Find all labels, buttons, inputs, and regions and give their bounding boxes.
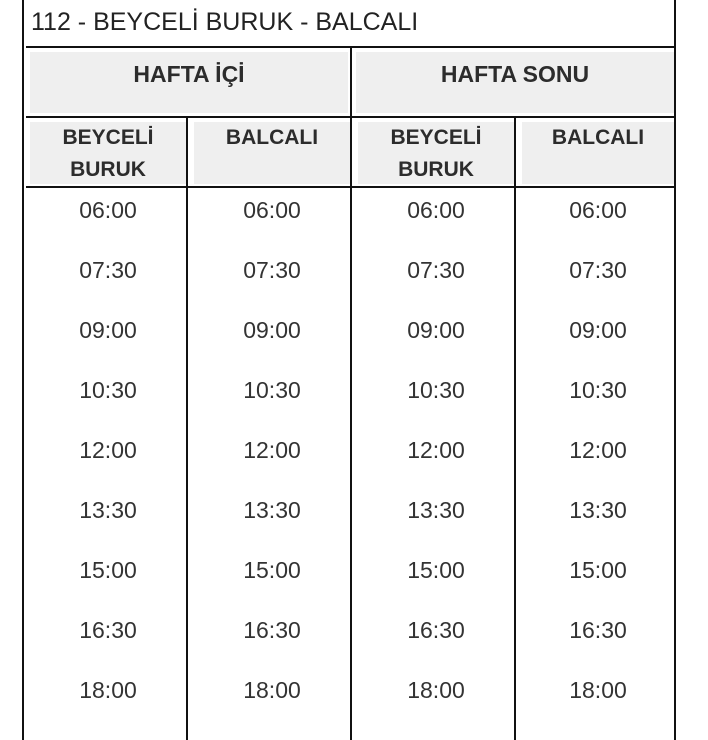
- time-cell: 06:00: [569, 197, 627, 223]
- time-cell: 06:00: [79, 197, 137, 223]
- table-row: [26, 668, 676, 728]
- time-cell: 12:00: [407, 437, 465, 463]
- schedule-title: 112 - BEYCELİ BURUK - BALCALI: [26, 0, 676, 48]
- time-cell: 18:00: [243, 677, 301, 703]
- column-header-weekday-beyceli-buruk: BEYCELİ BURUK: [30, 122, 186, 184]
- table-row: [26, 248, 676, 308]
- time-cell: 12:00: [243, 437, 301, 463]
- time-cell: 18:00: [407, 677, 465, 703]
- time-cell: 15:00: [407, 557, 465, 583]
- time-cell: 06:00: [243, 197, 301, 223]
- time-cell: 18:00: [79, 677, 137, 703]
- time-cell: 16:30: [407, 617, 465, 643]
- schedule-table: [22, 0, 676, 740]
- group-header-weekend: HAFTA SONU: [356, 52, 674, 113]
- time-cell: 16:30: [243, 617, 301, 643]
- column-header-weekend-balcali: BALCALI: [522, 122, 674, 184]
- time-cell: 07:30: [569, 257, 627, 283]
- time-cell: 10:30: [243, 377, 301, 403]
- time-cell: 09:00: [243, 317, 301, 343]
- time-cell: 15:00: [243, 557, 301, 583]
- time-cell: 06:00: [407, 197, 465, 223]
- time-cell: 07:30: [79, 257, 137, 283]
- time-cell: 10:30: [569, 377, 627, 403]
- table-row: [26, 308, 676, 368]
- time-cell: 07:30: [407, 257, 465, 283]
- time-cell: 10:30: [79, 377, 137, 403]
- time-cell: 12:00: [569, 437, 627, 463]
- time-cell: 09:00: [569, 317, 627, 343]
- table-row: [26, 428, 676, 488]
- time-cell: 13:30: [243, 497, 301, 523]
- time-cell: 09:00: [79, 317, 137, 343]
- table-row: [26, 548, 676, 608]
- table-row: [26, 188, 676, 248]
- table-row: [26, 368, 676, 428]
- column-header-weekday-balcali: BALCALI: [194, 122, 350, 184]
- time-cell: 13:30: [79, 497, 137, 523]
- time-cell: 18:00: [569, 677, 627, 703]
- time-cell: 16:30: [79, 617, 137, 643]
- table-row: [26, 608, 676, 668]
- time-cell: 12:00: [79, 437, 137, 463]
- time-cell: 13:30: [569, 497, 627, 523]
- time-cell: 07:30: [243, 257, 301, 283]
- time-cell: 10:30: [407, 377, 465, 403]
- time-cell: 13:30: [407, 497, 465, 523]
- time-cell: 16:30: [569, 617, 627, 643]
- group-header-weekday: HAFTA İÇİ: [30, 52, 348, 113]
- column-header-weekend-beyceli-buruk: BEYCELİ BURUK: [358, 122, 514, 184]
- table-row: [26, 488, 676, 548]
- time-cell: 09:00: [407, 317, 465, 343]
- time-cell: 15:00: [79, 557, 137, 583]
- time-cell: 15:00: [569, 557, 627, 583]
